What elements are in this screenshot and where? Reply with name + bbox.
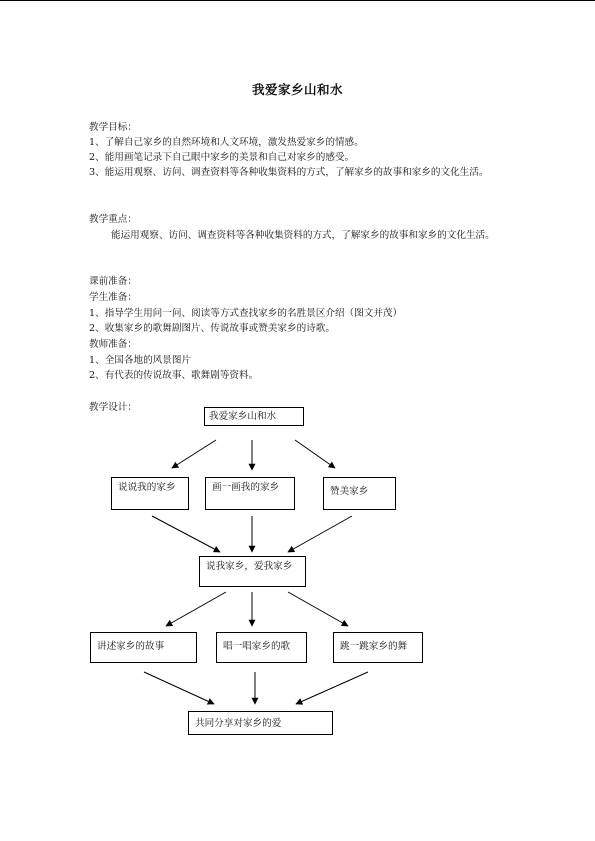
- arrow-top-to-praise: [295, 440, 335, 468]
- objective-1: 1、了解自己家乡的自然环境和人文环境，激发热爱家乡的情感。: [89, 137, 364, 148]
- teacher-prep-2: 2、有代表的传说故事、歌舞剧等资料。: [89, 370, 259, 381]
- objective-3: 3、能运用观察、访问、调查资料等各种收集资料的方式，了解家乡的故事和家乡的文化生活。: [89, 167, 489, 178]
- flow-box-talk-hometown: 说说我的家乡: [111, 477, 189, 510]
- design-heading: 教学设计：: [89, 402, 137, 413]
- arrow-middle-to-story: [166, 592, 226, 626]
- preparation-heading: 课前准备：: [89, 276, 137, 287]
- arrow-middle-to-dance: [288, 592, 348, 626]
- focus-heading: 教学重点：: [89, 214, 137, 225]
- teacher-prep-1: 1、全国各地的风景图片: [89, 355, 192, 366]
- arrow-talk-to-middle: [152, 516, 220, 552]
- teacher-prep-heading: 教师准备：: [89, 339, 137, 350]
- flow-box-sing-song: 唱一唱家乡的歌: [216, 632, 307, 663]
- student-prep-1: 1、指导学生用问一问、阅读等方式查找家乡的名胜景区介绍（图文并茂）: [89, 308, 403, 319]
- flow-box-dance: 跳一跳家乡的舞: [333, 632, 423, 663]
- student-prep-2: 2、收集家乡的歌舞剧图片、传说故事或赞美家乡的诗歌。: [89, 323, 335, 334]
- focus-text: 能运用观察、访问、调查资料等各种收集资料的方式，了解家乡的故事和家乡的文化生活。: [111, 230, 495, 241]
- objectives-heading: 教学目标：: [89, 122, 137, 133]
- arrow-top-to-talk: [172, 440, 216, 468]
- flow-box-draw-hometown: 画一画我的家乡: [205, 477, 295, 510]
- arrow-dance-to-bottom: [296, 672, 368, 704]
- flow-box-middle: 说我家乡，爱我家乡: [199, 556, 306, 587]
- arrow-story-to-bottom: [144, 672, 214, 704]
- arrow-praise-to-middle: [288, 516, 352, 552]
- objective-2: 2、能用画笔记录下自己眼中家乡的美景和自己对家乡的感受。: [89, 152, 355, 163]
- flow-box-bottom: 共同分享对家乡的爱: [188, 711, 333, 735]
- student-prep-heading: 学生准备：: [89, 292, 137, 303]
- flow-box-praise-hometown: 赞美家乡: [323, 477, 396, 510]
- page-title: 我爱家乡山和水: [251, 82, 343, 97]
- flow-box-tell-story: 讲述家乡的故事: [90, 632, 197, 663]
- flow-box-top: 我爱家乡山和水: [204, 407, 304, 426]
